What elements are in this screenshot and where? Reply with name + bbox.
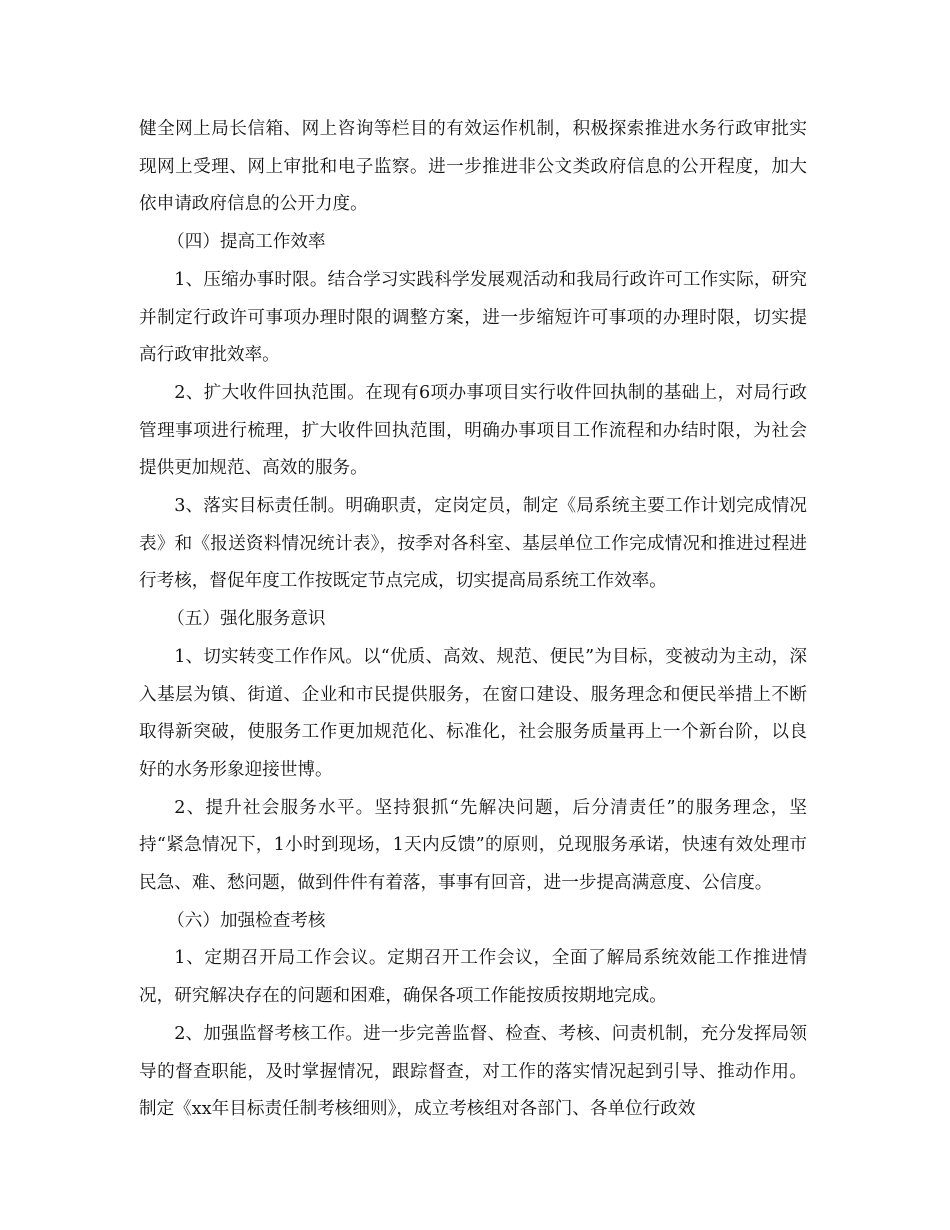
paragraph: 1、压缩办事时限。结合学习实践科学发展观活动和我局行政许可工作实际，研究并制定行政许可事项办理时限的调整方案，进一步缩短许可事项的办理时限，切实提高行政审批效率。	[139, 269, 807, 366]
section-heading: （五）强化服务意识	[167, 609, 326, 630]
paragraph: 1、切实转变工作作风。以“优质、高效、规范、便民”为目标，变被动为主动，深入基层为镇、街道、企业和市民提供服务，在窗口建设、服务理念和便民举措上不断取得新突破，使服务工作更加规范化、标准化，社会服务质量再上一个新台阶，以良好的水务形象迎接世博。	[139, 646, 807, 780]
section-heading: （六）加强检查考核	[167, 910, 326, 931]
paragraph: 2、加强监督考核工作。进一步完善监督、检查、考核、问责机制，充分发挥局领导的督查职能，及时掌握情况，跟踪督查，对工作的落实情况起到引导、推动作用。制定《xx年目标责任制考核细则》，成立考核组对各部门、各单位行政效	[139, 1023, 807, 1120]
paragraph: 2、扩大收件回执范围。在现有6项办事项目实行收件回执制的基础上，对局行政管理事项进行梳理，扩大收件回执范围，明确办事项目工作流程和办结时限，为社会提供更加规范、高效的服务。	[139, 382, 807, 479]
paragraph: 2、提升社会服务水平。坚持狠抓“先解决问题，后分清责任”的服务理念，坚持“紧急情况下，1小时到现场，1天内反馈”的原则，兑现服务承诺，快速有效处理市民急、难、愁问题，做到件件有着落，事事有回音，进一步提高满意度、公信度。	[139, 797, 807, 894]
paragraph: 1、定期召开局工作会议。定期召开工作会议，全面了解局系统效能工作推进情况，研究解决存在的问题和困难，确保各项工作能按质按期地完成。	[139, 948, 807, 1007]
paragraph: 健全网上局长信箱、网上咨询等栏目的有效运作机制，积极探索推进水务行政审批实现网上受理、网上审批和电子监察。进一步推进非公文类政府信息的公开程度，加大依申请政府信息的公开力度。	[139, 119, 807, 215]
section-heading: （四）提高工作效率	[167, 232, 326, 253]
paragraph: 3、落实目标责任制。明确职责，定岗定员，制定《局系统主要工作计划完成情况表》和《报送资料情况统计表》，按季对各科室、基层单位工作完成情况和推进过程进行考核，督促年度工作按既定节点完成，切实提高局系统工作效率。	[139, 496, 807, 592]
document-body	[139, 111, 807, 1129]
